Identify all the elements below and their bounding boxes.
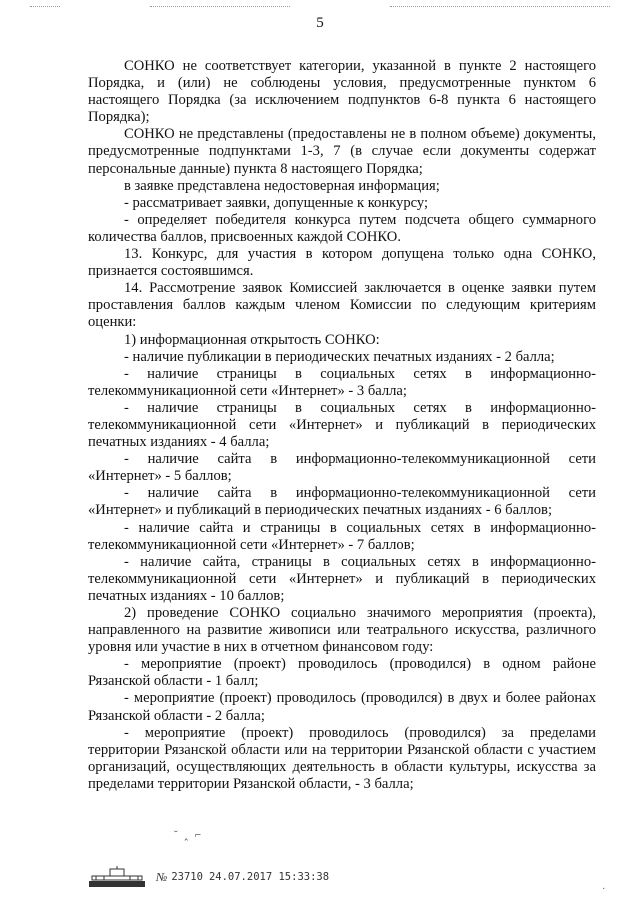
paragraph: - наличие сайта и страницы в социальных сетях в информационно-телекоммуникационной сети «Интернет» - 7 баллов; xyxy=(88,519,596,553)
paragraph: - мероприятие (проект) проводилось (проводился) за пределами территории Рязанской области или на территории Рязанской области с участием организаций, осуществляющих деятельность в области культуры, искусства за пределами территории Рязанской области, - 3 балла; xyxy=(88,724,596,792)
scan-artifact xyxy=(390,6,610,9)
paragraph: - определяет победителя конкурса путем подсчета общего суммарного количества баллов, присвоенных каждой СОНКО. xyxy=(88,211,596,245)
paragraph: 1) информационная открытость СОНКО: xyxy=(124,331,380,348)
paragraph: - рассматривает заявки, допущенные к конкурсу; xyxy=(124,194,429,211)
paragraph: - наличие страницы в социальных сетях в информационно-телекоммуникационной сети «Интернет» и публикаций в периодических печатных изданиях - 4 балла; xyxy=(88,399,596,451)
paragraph: СОНКО не соответствует категории, указанной в пункте 2 настоящего Порядка, и (или) не соблюдены условия, предусмотренные пунктом 6 настоящего Порядка (за исключением подпунктов 6-8 пункта 6 настоящего Порядка); xyxy=(88,58,596,126)
paragraph: - мероприятие (проект) проводилось (проводился) в двух и более районах Рязанской области - 2 балла; xyxy=(88,690,596,724)
paragraph: СОНКО не представлены (предоставлены не в полном объеме) документы, предусмотренные подпунктами 1-3, 7 (в случае если документы содержат персональные данные) пункта 8 настоящего Порядка; xyxy=(88,126,596,177)
paragraph: 14. Рассмотрение заявок Комиссией заключается в оценке заявки путем проставления баллов каждым членом Комиссии по следующим критериям оценки: xyxy=(88,280,596,331)
paragraph: в заявке представлена недостоверная информация; xyxy=(124,177,440,194)
scan-artifact xyxy=(150,6,290,9)
number-sign: № xyxy=(156,869,168,884)
paragraph: - мероприятие (проект) проводилось (проводился) в одном районе Рязанской области - 1 балл; xyxy=(88,656,596,690)
document-footer xyxy=(88,866,448,888)
scan-artifact xyxy=(30,6,60,9)
document-timestamp: 24.07.2017 15:33:38 xyxy=(208,871,330,883)
paragraph: 2) проведение СОНКО социально значимого мероприятия (проекта), направленного на развитие живописи или театрального искусства, различного уровня или участие в них в отчетном финансовом году: xyxy=(88,605,596,656)
paragraph: - наличие сайта в информационно-телекоммуникационной сети «Интернет» - 5 баллов; xyxy=(88,451,596,485)
edge-mark: · xyxy=(602,884,606,895)
document-body xyxy=(88,58,596,793)
handwritten-mark: ˘ ‸ ⌐ xyxy=(174,829,204,841)
paragraph: - наличие сайта, страницы в социальных сетях в информационно-телекоммуникационной сети «Интернет» и публикаций в периодических печатных изданиях - 10 баллов; xyxy=(88,553,596,604)
page-number: 5 xyxy=(316,15,324,31)
paragraph: - наличие сайта в информационно-телекоммуникационной сети «Интернет» и публикаций в периодических печатных изданиях - 6 баллов; xyxy=(88,485,596,519)
document-number: 23710 xyxy=(171,871,203,883)
paragraph: 13. Конкурс, для участия в котором допущена только одна СОНКО, признается состоявшимся. xyxy=(88,246,596,280)
registry-logo-icon xyxy=(88,866,146,888)
paragraph: - наличие публикации в периодических печатных изданиях - 2 балла; xyxy=(124,348,555,365)
paragraph: - наличие страницы в социальных сетях в информационно-телекоммуникационной сети «Интернет» - 3 балла; xyxy=(88,365,596,399)
